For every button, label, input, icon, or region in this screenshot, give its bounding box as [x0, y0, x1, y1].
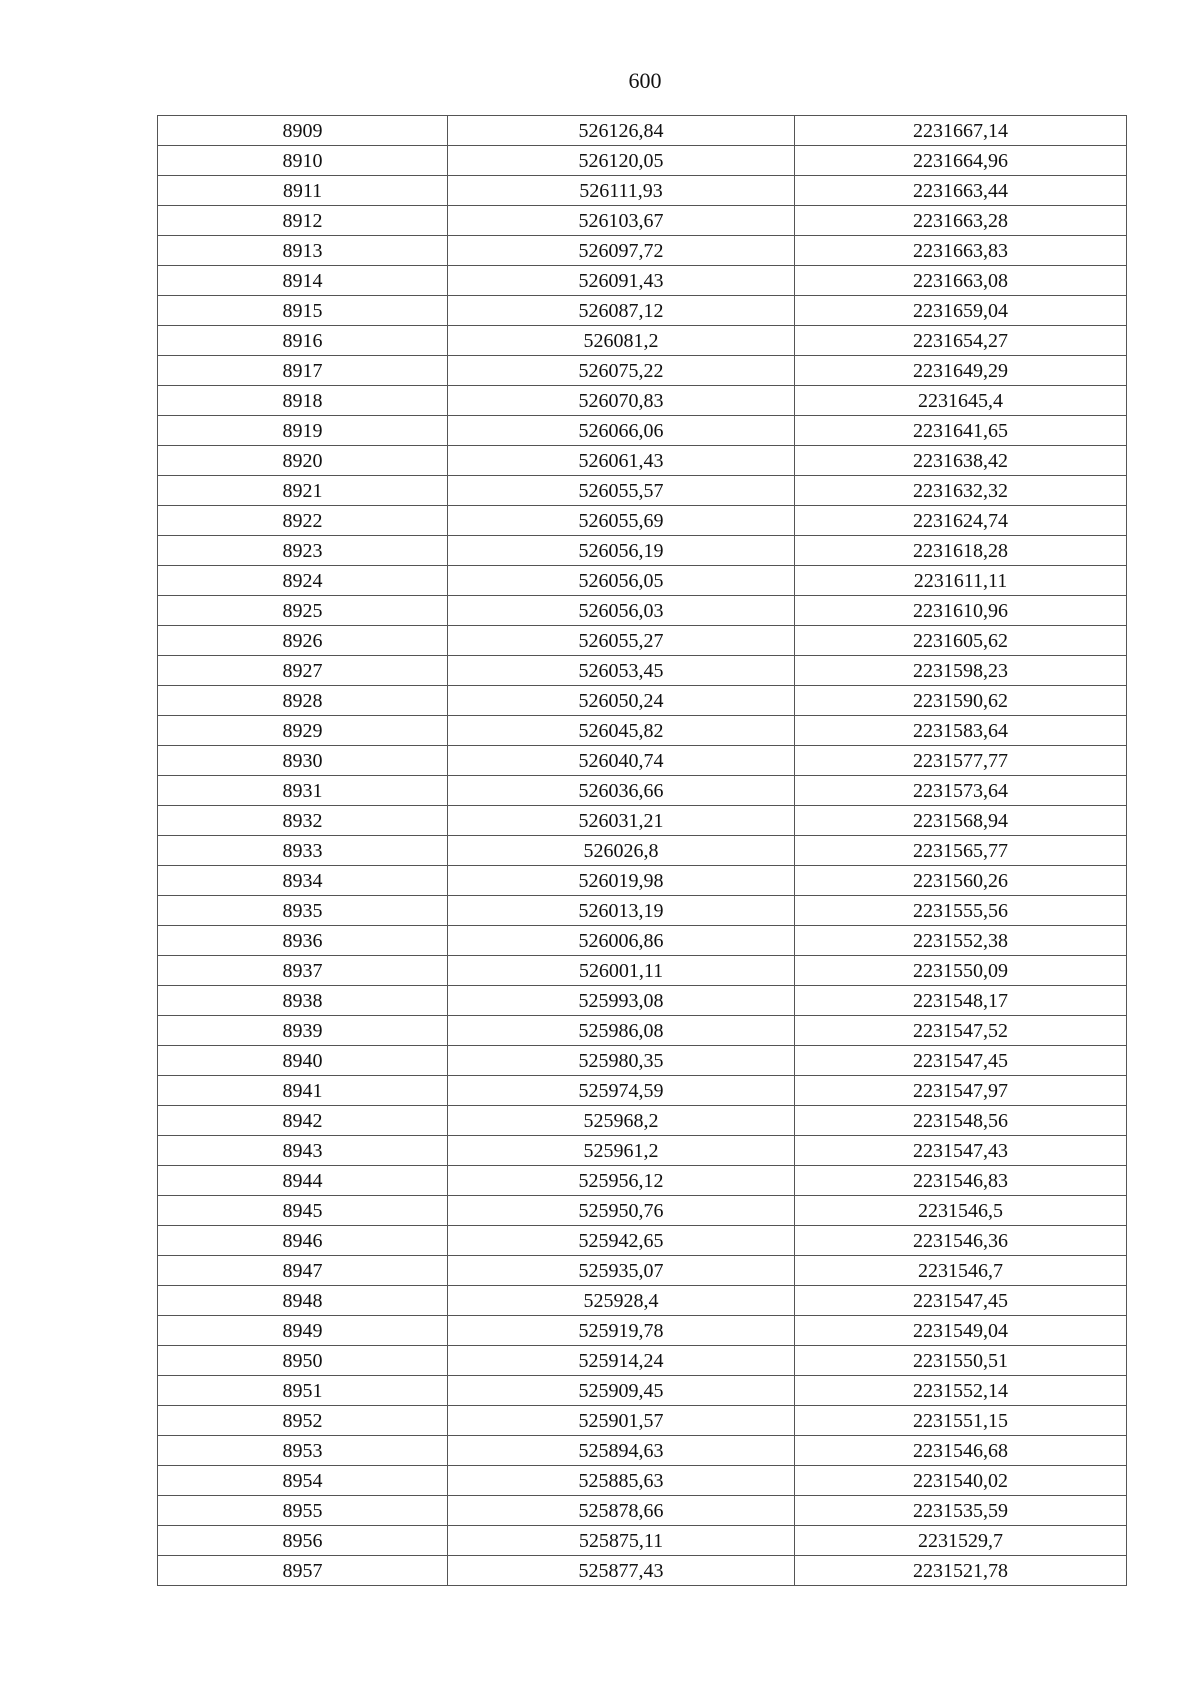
point-number-cell: 8912 [158, 206, 448, 236]
x-coordinate-cell: 526061,43 [448, 446, 795, 476]
x-coordinate-cell: 526066,06 [448, 416, 795, 446]
point-number-cell: 8914 [158, 266, 448, 296]
x-coordinate-cell: 526006,86 [448, 926, 795, 956]
x-coordinate-cell: 526013,19 [448, 896, 795, 926]
x-coordinate-cell: 525875,11 [448, 1526, 795, 1556]
point-number-cell: 8950 [158, 1346, 448, 1376]
x-coordinate-cell: 525942,65 [448, 1226, 795, 1256]
table-row [158, 296, 1127, 326]
y-coordinate-cell: 2231611,11 [795, 566, 1127, 596]
point-number-cell: 8938 [158, 986, 448, 1016]
point-number-cell: 8934 [158, 866, 448, 896]
table-row [158, 866, 1127, 896]
table-row [158, 326, 1127, 356]
y-coordinate-cell: 2231560,26 [795, 866, 1127, 896]
x-coordinate-cell: 526056,03 [448, 596, 795, 626]
y-coordinate-cell: 2231540,02 [795, 1466, 1127, 1496]
table-row [158, 956, 1127, 986]
table-row [158, 1136, 1127, 1166]
table-row [158, 1076, 1127, 1106]
table-row [158, 836, 1127, 866]
table-row [158, 356, 1127, 386]
point-number-cell: 8949 [158, 1316, 448, 1346]
y-coordinate-cell: 2231535,59 [795, 1496, 1127, 1526]
point-number-cell: 8946 [158, 1226, 448, 1256]
y-coordinate-cell: 2231529,7 [795, 1526, 1127, 1556]
x-coordinate-cell: 525919,78 [448, 1316, 795, 1346]
y-coordinate-cell: 2231546,83 [795, 1166, 1127, 1196]
table-row [158, 416, 1127, 446]
table-row [158, 206, 1127, 236]
y-coordinate-cell: 2231551,15 [795, 1406, 1127, 1436]
point-number-cell: 8953 [158, 1436, 448, 1466]
y-coordinate-cell: 2231645,4 [795, 386, 1127, 416]
point-number-cell: 8944 [158, 1166, 448, 1196]
table-row [158, 926, 1127, 956]
x-coordinate-cell: 526111,93 [448, 176, 795, 206]
table-row [158, 566, 1127, 596]
table-row [158, 236, 1127, 266]
x-coordinate-cell: 525950,76 [448, 1196, 795, 1226]
x-coordinate-cell: 525914,24 [448, 1346, 795, 1376]
x-coordinate-cell: 526075,22 [448, 356, 795, 386]
point-number-cell: 8928 [158, 686, 448, 716]
point-number-cell: 8955 [158, 1496, 448, 1526]
x-coordinate-cell: 526126,84 [448, 116, 795, 146]
point-number-cell: 8932 [158, 806, 448, 836]
coordinates-table [157, 115, 1127, 1586]
point-number-cell: 8919 [158, 416, 448, 446]
y-coordinate-cell: 2231663,28 [795, 206, 1127, 236]
x-coordinate-cell: 525993,08 [448, 986, 795, 1016]
x-coordinate-cell: 525961,2 [448, 1136, 795, 1166]
y-coordinate-cell: 2231590,62 [795, 686, 1127, 716]
table-row [158, 1316, 1127, 1346]
x-coordinate-cell: 525885,63 [448, 1466, 795, 1496]
x-coordinate-cell: 526091,43 [448, 266, 795, 296]
y-coordinate-cell: 2231659,04 [795, 296, 1127, 326]
point-number-cell: 8909 [158, 116, 448, 146]
y-coordinate-cell: 2231624,74 [795, 506, 1127, 536]
x-coordinate-cell: 526070,83 [448, 386, 795, 416]
x-coordinate-cell: 525877,43 [448, 1556, 795, 1586]
table-row [158, 656, 1127, 686]
point-number-cell: 8937 [158, 956, 448, 986]
point-number-cell: 8929 [158, 716, 448, 746]
x-coordinate-cell: 526050,24 [448, 686, 795, 716]
table-row [158, 626, 1127, 656]
y-coordinate-cell: 2231610,96 [795, 596, 1127, 626]
coordinates-table-body [158, 116, 1127, 1586]
table-row [158, 1286, 1127, 1316]
page-number: 600 [628, 68, 662, 93]
y-coordinate-cell: 2231632,32 [795, 476, 1127, 506]
x-coordinate-cell: 525980,35 [448, 1046, 795, 1076]
point-number-cell: 8916 [158, 326, 448, 356]
y-coordinate-cell: 2231663,08 [795, 266, 1127, 296]
x-coordinate-cell: 526045,82 [448, 716, 795, 746]
table-row [158, 1046, 1127, 1076]
point-number-cell: 8931 [158, 776, 448, 806]
point-number-cell: 8911 [158, 176, 448, 206]
table-row [158, 446, 1127, 476]
point-number-cell: 8945 [158, 1196, 448, 1226]
y-coordinate-cell: 2231547,45 [795, 1286, 1127, 1316]
table-row [158, 1436, 1127, 1466]
y-coordinate-cell: 2231521,78 [795, 1556, 1127, 1586]
table-row [158, 806, 1127, 836]
x-coordinate-cell: 526056,19 [448, 536, 795, 566]
x-coordinate-cell: 526019,98 [448, 866, 795, 896]
point-number-cell: 8913 [158, 236, 448, 266]
point-number-cell: 8954 [158, 1466, 448, 1496]
point-number-cell: 8920 [158, 446, 448, 476]
table-row [158, 1526, 1127, 1556]
point-number-cell: 8936 [158, 926, 448, 956]
table-row [158, 596, 1127, 626]
table-row [158, 1556, 1127, 1586]
point-number-cell: 8935 [158, 896, 448, 926]
point-number-cell: 8943 [158, 1136, 448, 1166]
point-number-cell: 8952 [158, 1406, 448, 1436]
table-row [158, 266, 1127, 296]
table-row [158, 746, 1127, 776]
point-number-cell: 8925 [158, 596, 448, 626]
x-coordinate-cell: 525909,45 [448, 1376, 795, 1406]
x-coordinate-cell: 526087,12 [448, 296, 795, 326]
x-coordinate-cell: 526055,27 [448, 626, 795, 656]
y-coordinate-cell: 2231546,36 [795, 1226, 1127, 1256]
y-coordinate-cell: 2231641,65 [795, 416, 1127, 446]
table-row [158, 1016, 1127, 1046]
x-coordinate-cell: 526053,45 [448, 656, 795, 686]
table-row [158, 506, 1127, 536]
y-coordinate-cell: 2231548,56 [795, 1106, 1127, 1136]
x-coordinate-cell: 526097,72 [448, 236, 795, 266]
y-coordinate-cell: 2231654,27 [795, 326, 1127, 356]
y-coordinate-cell: 2231667,14 [795, 116, 1127, 146]
table-row [158, 1466, 1127, 1496]
table-row [158, 1166, 1127, 1196]
table-row [158, 1106, 1127, 1136]
table-row [158, 686, 1127, 716]
y-coordinate-cell: 2231598,23 [795, 656, 1127, 686]
y-coordinate-cell: 2231548,17 [795, 986, 1127, 1016]
table-row [158, 1196, 1127, 1226]
x-coordinate-cell: 525878,66 [448, 1496, 795, 1526]
y-coordinate-cell: 2231663,44 [795, 176, 1127, 206]
x-coordinate-cell: 525935,07 [448, 1256, 795, 1286]
y-coordinate-cell: 2231546,68 [795, 1436, 1127, 1466]
y-coordinate-cell: 2231663,83 [795, 236, 1127, 266]
x-coordinate-cell: 526055,69 [448, 506, 795, 536]
x-coordinate-cell: 525901,57 [448, 1406, 795, 1436]
point-number-cell: 8933 [158, 836, 448, 866]
point-number-cell: 8957 [158, 1556, 448, 1586]
y-coordinate-cell: 2231568,94 [795, 806, 1127, 836]
table-row [158, 896, 1127, 926]
table-row [158, 986, 1127, 1016]
x-coordinate-cell: 525986,08 [448, 1016, 795, 1046]
y-coordinate-cell: 2231565,77 [795, 836, 1127, 866]
x-coordinate-cell: 525974,59 [448, 1076, 795, 1106]
x-coordinate-cell: 525928,4 [448, 1286, 795, 1316]
table-row [158, 1226, 1127, 1256]
y-coordinate-cell: 2231605,62 [795, 626, 1127, 656]
point-number-cell: 8922 [158, 506, 448, 536]
table-row [158, 116, 1127, 146]
y-coordinate-cell: 2231555,56 [795, 896, 1127, 926]
y-coordinate-cell: 2231546,5 [795, 1196, 1127, 1226]
table-row [158, 176, 1127, 206]
y-coordinate-cell: 2231546,7 [795, 1256, 1127, 1286]
table-row [158, 1376, 1127, 1406]
point-number-cell: 8941 [158, 1076, 448, 1106]
point-number-cell: 8951 [158, 1376, 448, 1406]
x-coordinate-cell: 526120,05 [448, 146, 795, 176]
point-number-cell: 8939 [158, 1016, 448, 1046]
x-coordinate-cell: 525894,63 [448, 1436, 795, 1466]
point-number-cell: 8930 [158, 746, 448, 776]
x-coordinate-cell: 526055,57 [448, 476, 795, 506]
y-coordinate-cell: 2231618,28 [795, 536, 1127, 566]
x-coordinate-cell: 526056,05 [448, 566, 795, 596]
point-number-cell: 8917 [158, 356, 448, 386]
x-coordinate-cell: 526081,2 [448, 326, 795, 356]
x-coordinate-cell: 526031,21 [448, 806, 795, 836]
point-number-cell: 8947 [158, 1256, 448, 1286]
point-number-cell: 8927 [158, 656, 448, 686]
point-number-cell: 8956 [158, 1526, 448, 1556]
table-row [158, 716, 1127, 746]
point-number-cell: 8915 [158, 296, 448, 326]
x-coordinate-cell: 526026,8 [448, 836, 795, 866]
y-coordinate-cell: 2231547,97 [795, 1076, 1127, 1106]
point-number-cell: 8940 [158, 1046, 448, 1076]
y-coordinate-cell: 2231547,45 [795, 1046, 1127, 1076]
table-row [158, 476, 1127, 506]
y-coordinate-cell: 2231573,64 [795, 776, 1127, 806]
table-row [158, 1496, 1127, 1526]
y-coordinate-cell: 2231547,43 [795, 1136, 1127, 1166]
y-coordinate-cell: 2231550,09 [795, 956, 1127, 986]
y-coordinate-cell: 2231638,42 [795, 446, 1127, 476]
point-number-cell: 8926 [158, 626, 448, 656]
y-coordinate-cell: 2231547,52 [795, 1016, 1127, 1046]
point-number-cell: 8921 [158, 476, 448, 506]
y-coordinate-cell: 2231583,64 [795, 716, 1127, 746]
point-number-cell: 8923 [158, 536, 448, 566]
y-coordinate-cell: 2231649,29 [795, 356, 1127, 386]
point-number-cell: 8948 [158, 1286, 448, 1316]
x-coordinate-cell: 525968,2 [448, 1106, 795, 1136]
y-coordinate-cell: 2231577,77 [795, 746, 1127, 776]
table-row [158, 1406, 1127, 1436]
table-row [158, 1256, 1127, 1286]
x-coordinate-cell: 526103,67 [448, 206, 795, 236]
point-number-cell: 8924 [158, 566, 448, 596]
table-row [158, 776, 1127, 806]
y-coordinate-cell: 2231552,38 [795, 926, 1127, 956]
y-coordinate-cell: 2231664,96 [795, 146, 1127, 176]
y-coordinate-cell: 2231549,04 [795, 1316, 1127, 1346]
x-coordinate-cell: 525956,12 [448, 1166, 795, 1196]
y-coordinate-cell: 2231550,51 [795, 1346, 1127, 1376]
x-coordinate-cell: 526036,66 [448, 776, 795, 806]
table-row [158, 536, 1127, 566]
table-row [158, 146, 1127, 176]
table-row [158, 1346, 1127, 1376]
point-number-cell: 8942 [158, 1106, 448, 1136]
x-coordinate-cell: 526040,74 [448, 746, 795, 776]
point-number-cell: 8918 [158, 386, 448, 416]
x-coordinate-cell: 526001,11 [448, 956, 795, 986]
y-coordinate-cell: 2231552,14 [795, 1376, 1127, 1406]
point-number-cell: 8910 [158, 146, 448, 176]
table-row [158, 386, 1127, 416]
